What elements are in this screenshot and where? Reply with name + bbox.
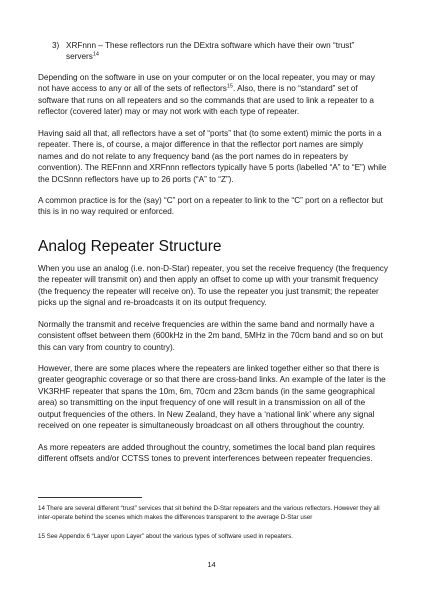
section-heading: Analog Repeater Structure	[38, 238, 222, 255]
list-number: 3)	[52, 41, 60, 50]
footnote-text: 14 There are several different “trust” services that sit behind the D-Star repeaters and the various reflectors. However they all inter-operate behind the scenes which makes the differences transparent to the average D-Star user	[38, 505, 380, 521]
page-number: 14	[207, 560, 216, 569]
footnote-text: 15 See Appendix 6 “Layer upon Layer” about the various types of software used in repeaters.	[38, 533, 293, 540]
footnote	[38, 533, 388, 542]
footnote	[38, 505, 388, 523]
paragraph-text: As more repeaters are added throughout the country, sometimes the local band plan requires different offsets and/or CCTSS tones to prevent interferences between repeater frequencies.	[38, 443, 376, 464]
list-item-text	[66, 40, 386, 63]
paragraph-text: Normally the transmit and receive frequencies are within the same band and normally have a consistent offset between them (600kHz in the 2m band, 5MHz in the 70cm band and so on but this can vary from country to country).	[38, 320, 383, 352]
footnote-divider	[38, 497, 142, 498]
paragraph-text: However, there are some places where the repeaters are linked together either so that there is greater geographic coverage or so that there are cross-band links. An example of the later is the VK3RHF repeater that spans the 10m, 6m, 70cm and 23cm bands (in the same geographical area) so transmitting on the input frequency of one will result in a transmission on all of the output frequencies of the others. In New Zealand, they have a ‘national link’ where any signal received on one repeater is simultaneously broadcast on all others throughout the country.	[38, 364, 386, 431]
paragraph	[38, 442, 388, 465]
list-item-body: XRFnnn – These reflectors run the DExtra software which have their own “trust” servers	[66, 41, 355, 62]
paragraph-text: Depending on the software in use on your computer or on the local repeater, you may or may not have access to any or all of the sets of reflectors	[38, 73, 375, 94]
paragraph	[38, 195, 388, 218]
footnote-ref: 15	[226, 83, 233, 90]
paragraph	[38, 128, 388, 185]
paragraph	[38, 363, 388, 431]
paragraph	[38, 263, 388, 309]
paragraph	[38, 319, 388, 353]
paragraph	[38, 72, 388, 118]
footnote-ref: 14	[92, 51, 99, 58]
paragraph-text: Having said all that, all reflectors have a set of “ports” that (to some extent) mimic the ports in a repeater. There is, of course, a major difference in that the reflector port names are simply names and do not relate to any frequency band (as the port names do in repeaters by convention). The REFnnn and XRFnnn reflectors typically have 5 ports (labelled “A” to “E”) while the DCSnnn reflectors have up to 26 ports (“A” to “Z”).	[38, 129, 387, 184]
paragraph-text: . Also, there is no “standard” set of software that runs on all repeaters and so the commands that are used to link a repeater to a reflector (covered later) may or may not work with each type of repeater.	[38, 84, 374, 117]
paragraph-text: A common practice is for the (say) “C” port on a repeater to link to the “C” port on a reflector but this is in no way required or enforced.	[38, 196, 383, 217]
paragraph-text: When you use an analog (i.e. non-D-Star) repeater, you set the receive frequency (the frequency the repeater will transmit on) and then apply an offset to come up with your transmit frequency (the frequency the repeater will receive on). To use the repeater you just transmit; the repeater picks up the signal and re-broadcasts it on its output frequency.	[38, 264, 388, 308]
